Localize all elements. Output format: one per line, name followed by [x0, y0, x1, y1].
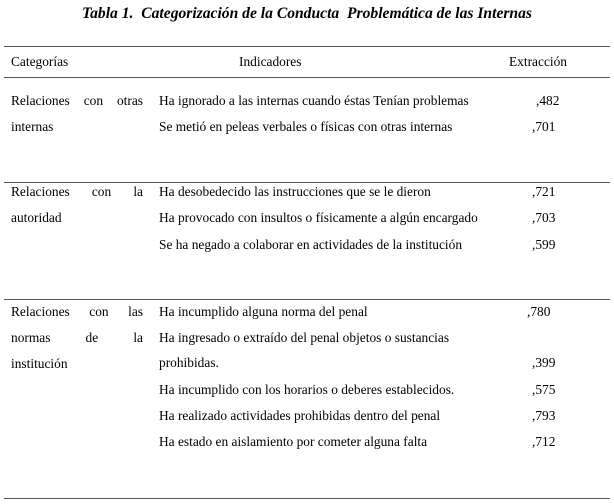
indicador-text: Ha incumplido con los horarios o deberes establecidos. [159, 382, 455, 397]
category-line [11, 210, 143, 236]
category-word: Relaciones [11, 93, 70, 108]
category-word: con [89, 304, 109, 319]
category-line [11, 304, 143, 330]
category-line [11, 356, 143, 382]
category-word: con [83, 93, 104, 108]
category-word: autoridad [11, 210, 62, 225]
extraccion-value: ,780 [527, 304, 551, 319]
category-word: de [85, 330, 99, 345]
category-word: la [133, 184, 143, 199]
rule-bottom [4, 498, 610, 499]
indicador-text: Ha incumplido alguna norma del penal [159, 304, 368, 319]
indicador-text: Ha provocado con insultos o físicamente a algún encargado [159, 210, 478, 225]
category-word: Relaciones [11, 304, 70, 319]
extraccion-value: ,712 [532, 434, 556, 449]
category-word: normas [11, 330, 51, 345]
extraccion-value: ,793 [532, 408, 556, 423]
category-word: Relaciones [11, 184, 70, 199]
rule-group-2 [4, 299, 610, 300]
indicador-text: Se metió en peleas verbales o físicas con otras internas [159, 119, 453, 134]
extraccion-value: ,721 [532, 184, 556, 199]
category-relaciones-autoridad [11, 184, 143, 236]
header-extraccion: Extracción [509, 54, 567, 69]
category-word: la [133, 330, 143, 345]
category-word: con [91, 184, 112, 199]
extraccion-value: ,575 [532, 382, 556, 397]
indicador-text: Ha estado en aislamiento por cometer alguna falta [159, 434, 428, 449]
extraccion-value: ,599 [532, 237, 556, 252]
extraccion-value: ,701 [532, 119, 556, 134]
indicador-text: Ha ingresado o extraído del penal objetos o sustancias [159, 330, 450, 345]
indicador-text: Ha realizado actividades prohibidas dentro del penal [159, 408, 441, 423]
indicador-text: Ha ignorado a las internas cuando éstas Tenían problemas [159, 93, 469, 108]
rule-header [4, 77, 610, 78]
category-line [11, 93, 143, 119]
rule-top [4, 46, 610, 47]
category-word: internas [11, 119, 54, 134]
indicador-text: Ha desobedecido las instrucciones que se le dieron [159, 184, 431, 199]
table-caption: Tabla 1. Categorización de la Conducta Problemática de las Internas [82, 5, 532, 22]
category-word: otras [116, 93, 143, 108]
category-line [11, 119, 143, 145]
header-categorias: Categorías [11, 54, 69, 69]
category-relaciones-normas [11, 304, 143, 382]
category-word: las [128, 304, 143, 319]
extraccion-value: ,482 [536, 93, 560, 108]
extraccion-value: ,399 [532, 355, 556, 370]
category-line [11, 330, 143, 356]
indicador-text: Se ha negado a colaborar en actividades de la institución [159, 237, 463, 252]
indicador-text: prohibidas. [159, 355, 219, 370]
header-indicadores: Indicadores [239, 54, 302, 69]
rule-group-1 [4, 182, 610, 183]
category-line [11, 184, 143, 210]
category-word: institución [11, 356, 68, 371]
category-relaciones-internas [11, 93, 143, 145]
extraccion-value: ,703 [532, 210, 556, 225]
